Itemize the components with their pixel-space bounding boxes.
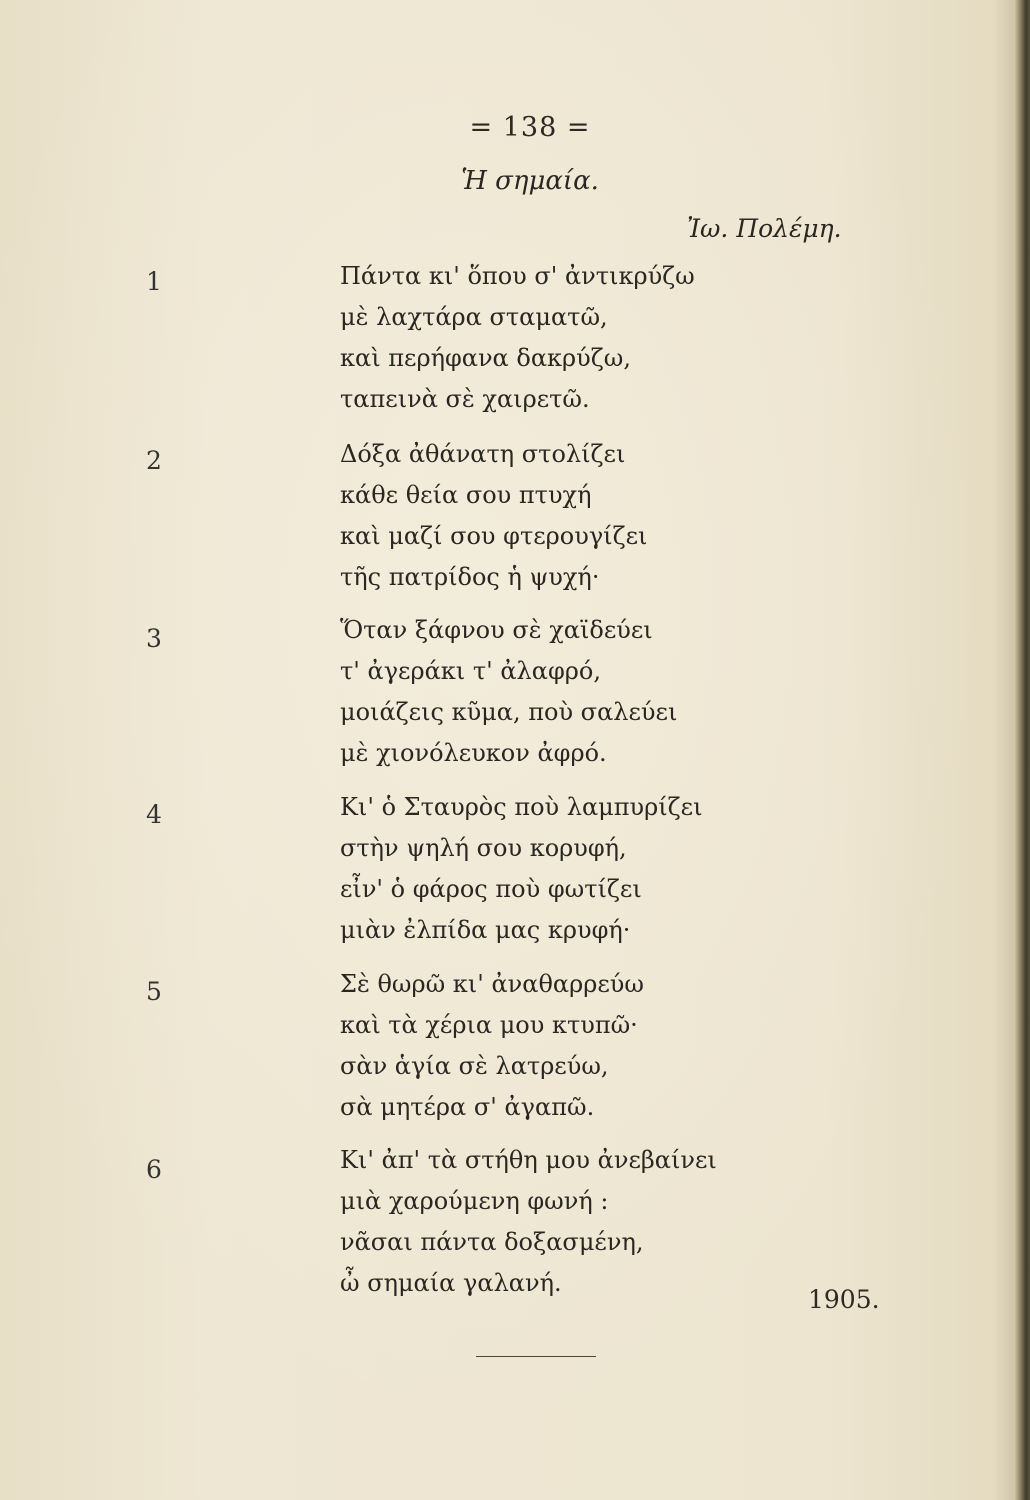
stanza-number: 2 [146,446,162,475]
verse-line: κάθε θεία σου πτυχή [340,481,592,509]
verse-line: μὲ λαχτάρα σταματῶ, [340,303,608,331]
verse-line: Δόξα ἀθάνατη στολίζει [340,440,626,468]
stanza [340,964,800,1128]
verse-line: εἶν' ὁ φάρος ποὺ φωτίζει [340,875,642,903]
verse-line: Σὲ θωρῶ κι' ἀναθαρρεύω [340,970,644,998]
stanza [340,1140,800,1304]
verse-line: μιὰν ἐλπίδα μας κρυφή· [340,916,631,944]
poem-author: Ἰω. Πολέμη. [687,214,842,243]
verse-line: σὰ μητέρα σ' ἀγαπῶ. [340,1093,595,1121]
stanza-number: 3 [146,624,162,653]
verse-line: τῆς πατρίδος ἡ ψυχή· [340,563,600,591]
poem-date: 1905. [808,1285,880,1314]
verse-line: Κι' ὁ Σταυρὸς ποὺ λαμπυρίζει [340,793,703,821]
stanza [340,256,800,420]
verse-line: ὦ σημαία γαλανή. [340,1269,562,1297]
verse-line: σὰν ἁγία σὲ λατρεύω, [340,1052,609,1080]
stanza-number: 4 [146,800,162,829]
verse-line: μὲ χιονόλευκον ἀφρό. [340,739,607,767]
poem-title: Ἡ σημαία. [461,166,599,196]
closing-rule [476,1356,596,1357]
verse-line: Κι' ἀπ' τὰ στήθη μου ἀνεβαίνει [340,1146,717,1174]
page-number: = 138 = [469,112,591,143]
verse-line: στὴν ψηλή σου κορυφή, [340,834,627,862]
verse-line: καὶ τὰ χέρια μου κτυπῶ· [340,1011,638,1039]
page-edge [1014,0,1030,1500]
verse-line: τ' ἀγεράκι τ' ἀλαφρό, [340,657,601,685]
verse-line: καὶ μαζί σου φτερουγίζει [340,522,648,550]
verse-line: Πάντα κι' ὅπου σ' ἀντικρύζω [340,262,695,290]
stanza [340,434,800,598]
verse-line: νᾶσαι πάντα δοξασμένη, [340,1228,644,1256]
page-fold-shadow [994,0,1014,1500]
verse-line: ταπεινὰ σὲ χαιρετῶ. [340,385,590,413]
stanza [340,610,800,774]
stanza-number: 1 [146,267,162,296]
stanza-number: 6 [146,1155,162,1184]
stanza [340,787,800,951]
verse-line: καὶ περήφανα δακρύζω, [340,344,631,372]
verse-line: μοιάζεις κῦμα, ποὺ σαλεύει [340,698,678,726]
stanza-number: 5 [146,977,162,1006]
verse-line: μιὰ χαρούμενη φωνή : [340,1187,609,1215]
verse-line: Ὅταν ξάφνου σὲ χαϊδεύει [340,616,653,644]
